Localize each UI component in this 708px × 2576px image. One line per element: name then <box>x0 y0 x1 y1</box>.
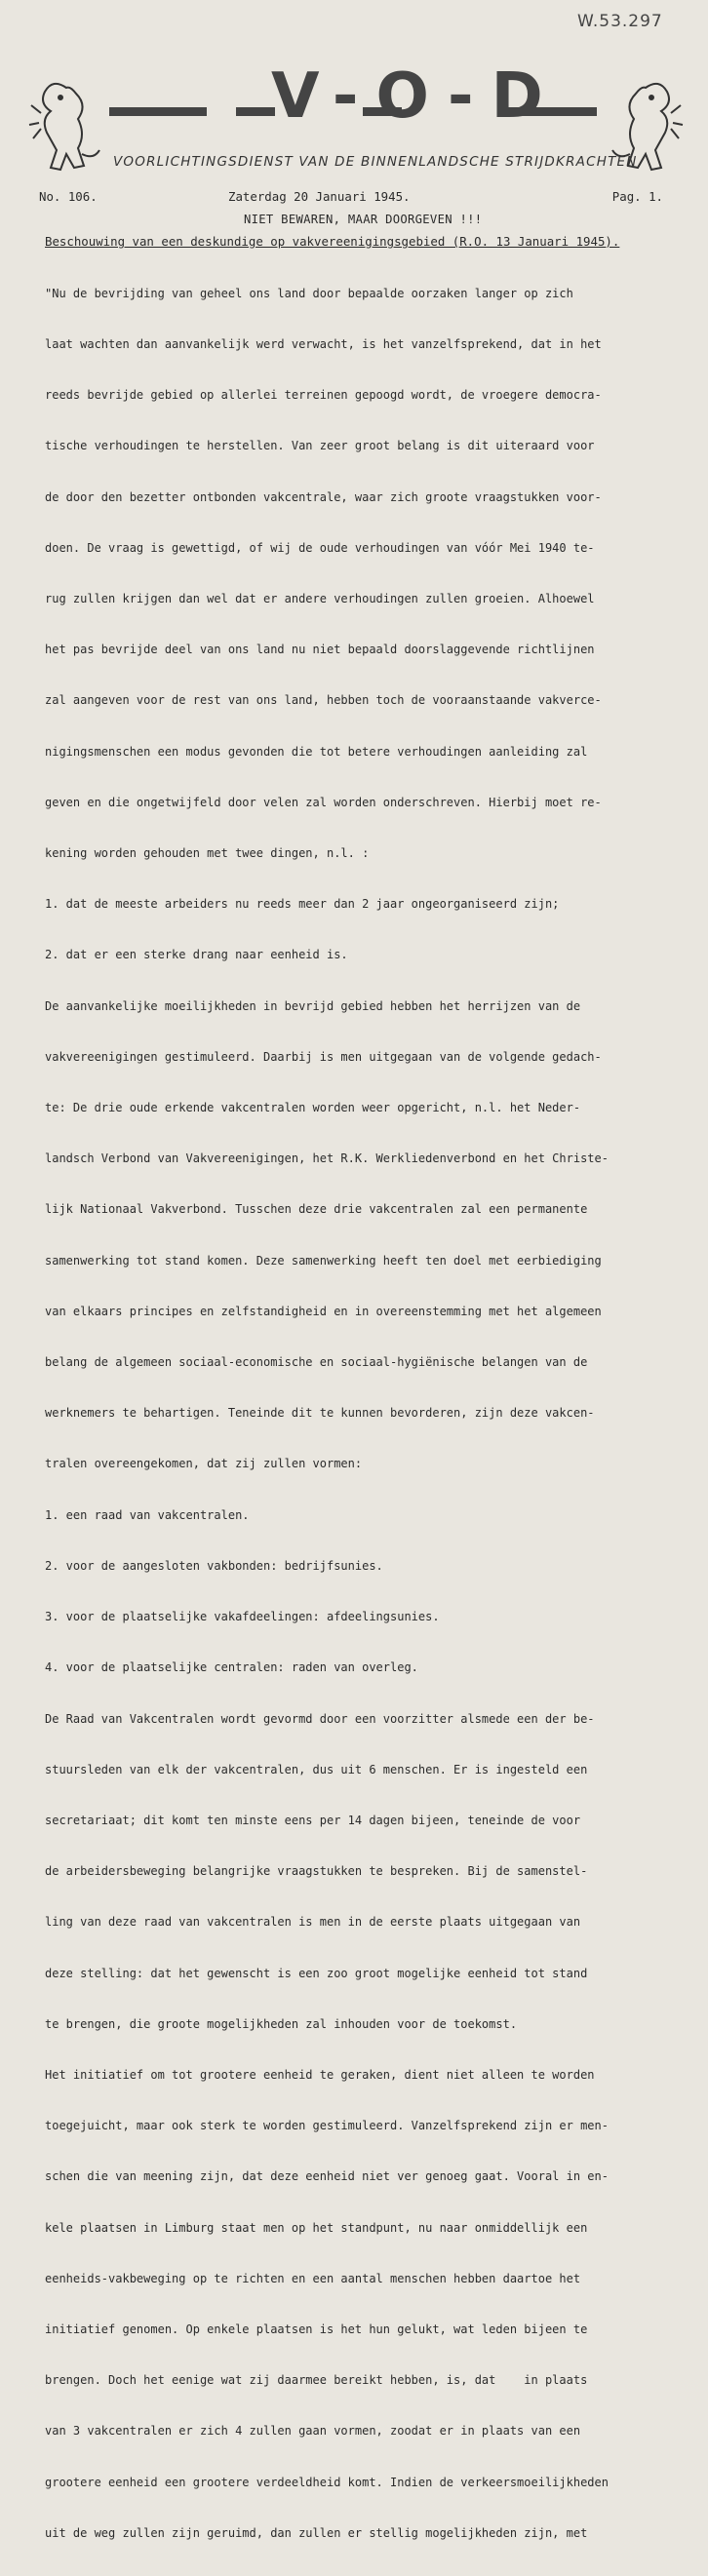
text-line: stuursleden van elk der vakcentralen, dus uit 6 menschen. Er is ingesteld een <box>45 1762 588 1776</box>
text-line: uit de weg zullen zijn geruimd, dan zullen er stellig mogelijkheden zijn, met <box>45 2525 588 2540</box>
text-line: 1. dat de meeste arbeiders nu reeds meer dan 2 jaar ongeorganiseerd zijn; <box>45 897 560 912</box>
text-line: werknemers te behartigen. Teneinde dit te kunnen bevorderen, zijn deze vakcen- <box>45 1406 595 1421</box>
text-line: Het initiatief om tot grootere eenheid te geraken, dient niet alleen te worden <box>45 2067 595 2082</box>
text-line: samenwerking tot stand komen. Deze samenwerking heeft ten doel met eerbiediging <box>45 1253 602 1268</box>
text-line: grootere eenheid een grootere verdeeldheid komt. Indien de verkeersmoeilijkheden <box>45 2475 609 2489</box>
text-line: van elkaars principes en zelfstandigheid en in overeenstemming met het algemeen <box>45 1304 602 1318</box>
text-line: secretariaat; dit komt ten minste eens per 14 dagen bijeen, teneinde de voor <box>45 1813 581 1827</box>
text-line: toegejuicht, maar ook sterk te worden gestimuleerd. Vanzelfsprekend zijn er men- <box>45 2119 609 2133</box>
text-line: De Raad van Vakcentralen wordt gevormd door een voorzitter alsmede een der be- <box>45 1711 595 1726</box>
text-line: de door den bezetter ontbonden vakcentrale, waar zich groote vraagstukken voor- <box>45 489 602 504</box>
slogan: NIET BEWAREN, MAAR DOORGEVEN !!! <box>244 213 483 226</box>
text-line: schen die van meening zijn, dat deze eenheid niet ver genoeg gaat. Vooral in en- <box>45 2169 609 2184</box>
text-line: te brengen, die groote mogelijkheden zal inhouden voor de toekomst. <box>45 2016 518 2031</box>
text-line: ling van deze raad van vakcentralen is men in de eerste plaats uitgegaan van <box>45 1915 581 1930</box>
article-body <box>45 252 688 2576</box>
text-line: landsch Verbond van Vakvereenigingen, het R.K. Werkliedenverbond en het Christe- <box>45 1151 609 1166</box>
text-line: 2. voor de aangesloten vakbonden: bedrijfsunies. <box>45 1558 383 1573</box>
page-number: Pag. 1. <box>611 189 663 204</box>
lion-emblem-left-icon <box>27 68 107 176</box>
text-line: belang de algemeen sociaal-economische en sociaal-hygiënische belangen van de <box>45 1355 588 1370</box>
text-line: De aanvankelijke moeilijkheden in bevrijd gebied hebben het herrijzen van de <box>45 998 581 1013</box>
text-line: te: De drie oude erkende vakcentralen worden weer opgericht, n.l. het Neder- <box>45 1101 581 1115</box>
text-line: van 3 vakcentralen er zich 4 zullen gaan vormen, zoodat er in plaats van een <box>45 2424 581 2439</box>
text-line: rug zullen krijgen dan wel dat er andere verhoudingen zullen groeien. Alhoewel <box>45 592 595 606</box>
masthead-title: V-O-D <box>271 60 561 133</box>
masthead <box>27 60 685 187</box>
text-line: nigingsmenschen een modus gevonden die tot betere verhoudingen aanleiding zal <box>45 744 588 759</box>
text-line: laat wachten dan aanvankelijk werd verwacht, is het vanzelfsprekend, dat in het <box>45 337 602 352</box>
text-line: het pas bevrijde deel van ons land nu niet bepaald doorslaggevende richtlijnen <box>45 643 595 657</box>
issue-number: No. 106. <box>39 189 98 204</box>
text-line: "Nu de bevrijding van geheel ons land door bepaalde oorzaken langer op zich <box>45 286 573 300</box>
archive-reference: W.53.297 <box>577 12 663 31</box>
text-line: zal aangeven voor de rest van ons land, hebben toch de vooraanstaande vakverce- <box>45 693 602 708</box>
text-line: brengen. Doch het eenige wat zij daarmee bereikt hebben, is, dat in plaats <box>45 2373 588 2388</box>
text-line: lijk Nationaal Vakverbond. Tusschen deze drie vakcentralen zal een permanente <box>45 1202 588 1217</box>
text-line: geven en die ongetwijfeld door velen zal worden onderschreven. Hierbij moet re- <box>45 795 602 809</box>
text-line: initiatief genomen. Op enkele plaatsen is het hun gelukt, wat leden bijeen te <box>45 2322 588 2336</box>
text-line: 3. voor de plaatselijke vakafdeelingen: afdeelingsunies. <box>45 1610 440 1624</box>
text-line: 2. dat er een sterke drang naar eenheid is. <box>45 948 348 962</box>
text-line: tische verhoudingen te herstellen. Van zeer groot belang is dit uiteraard voor <box>45 439 595 453</box>
lion-emblem-right-icon <box>605 68 685 176</box>
text-line: tralen overeengekomen, dat zij zullen vormen: <box>45 1457 363 1471</box>
article-heading: Beschouwing van een deskundige op vakvereenigingsgebied (R.O. 13 Januari 1945). <box>45 234 620 249</box>
text-line: kele plaatsen in Limburg staat men op het standpunt, nu naar onmiddellijk een <box>45 2220 588 2235</box>
text-line: vakvereenigingen gestimuleerd. Daarbij is men uitgegaan van de volgende gedach- <box>45 1049 602 1064</box>
text-line: eenheids-vakbeweging op te richten en een aantal menschen hebben daartoe het <box>45 2271 581 2285</box>
text-line: 4. voor de plaatselijke centralen: raden van overleg. <box>45 1660 418 1675</box>
issue-info-row <box>39 189 663 209</box>
masthead-subtitle: VOORLICHTINGSDIENST VAN DE BINNENLANDSCHE STRIJDKRACHTEN <box>113 154 638 170</box>
text-line: doen. De vraag is gewettigd, of wij de oude verhoudingen van vóór Mei 1940 te- <box>45 540 595 555</box>
text-line: 1. een raad van vakcentralen. <box>45 1507 250 1522</box>
text-line: kening worden gehouden met twee dingen, n.l. : <box>45 846 370 861</box>
text-line: de arbeidersbeweging belangrijke vraagstukken te bespreken. Bij de samenstel- <box>45 1864 588 1879</box>
issue-date: Zaterdag 20 Januari 1945. <box>228 189 411 204</box>
text-line: reeds bevrijde gebied op allerlei terreinen gepoogd wordt, de vroegere democra- <box>45 388 602 403</box>
text-line: deze stelling: dat het gewenscht is een zoo groot mogelijke eenheid tot stand <box>45 1966 588 1980</box>
